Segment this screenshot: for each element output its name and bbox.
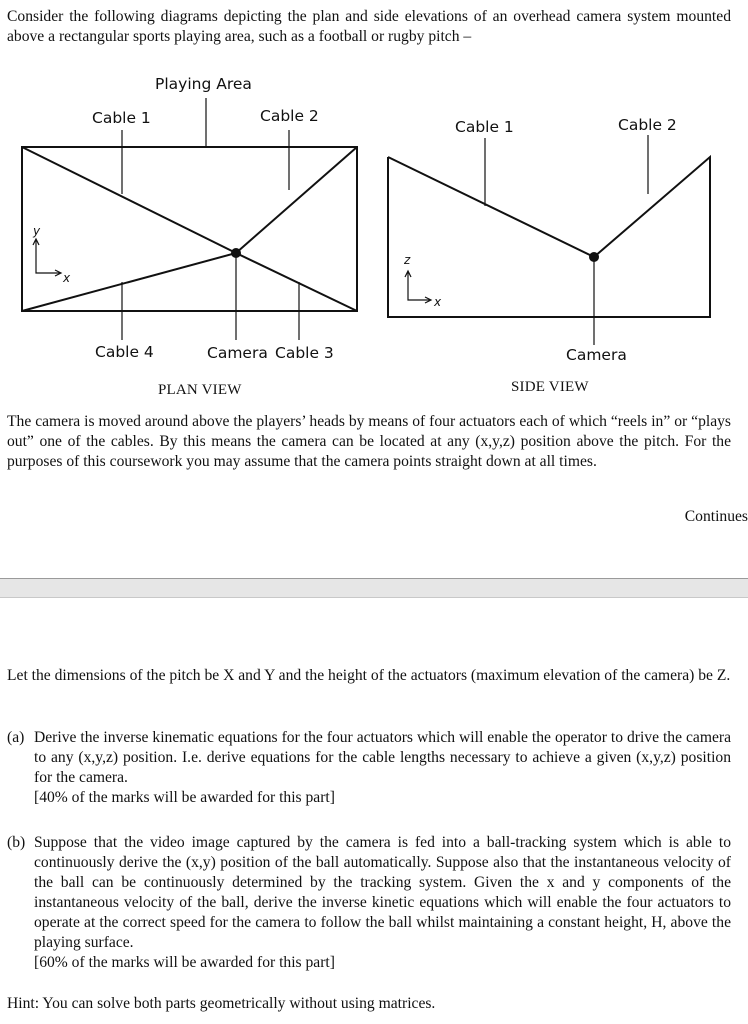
- plan-cable3-line: [236, 253, 357, 311]
- plan-cable1-label: Cable 1: [92, 109, 151, 127]
- camera-system-diagram: [0, 60, 748, 400]
- dimensions-paragraph: Let the dimensions of the pitch be X and Y and the height of the actuators (maximum elevation of the camera) be Z.: [7, 667, 731, 684]
- plan-playing-area-label: Playing Area: [155, 75, 252, 93]
- plan-cable3-label: Cable 3: [275, 344, 334, 362]
- side-elevation-outline: [388, 157, 710, 317]
- continues-label: Continues: [684, 508, 748, 525]
- part-b-text: Suppose that the video image captured by the camera is fed into a ball-tracking system which is able to continuously derive the (x,y) position of the ball automatically. Suppose also that the instantaneous velocity of the ball can be continuously determined by the tracking system. Given the x and y components of the instantaneous velocity of the ball, derive the inverse kinetic equations which will enable the four actuators to operate at the correct speed for the camera to follow the ball whilst maintaining a constant height, H, above the playing surface.: [34, 834, 731, 951]
- part-b: [7, 833, 731, 973]
- description-paragraph: The camera is moved around above the players’ heads by means of four actuators each of which “reels in” or “plays out” one of the cables. By this means the camera can be located at any (x,y,z) position above the pitch. For the purposes of this coursework you may assume that the camera points straight down at all times.: [7, 413, 731, 470]
- side-cable2-label: Cable 2: [618, 116, 677, 134]
- side-camera-label: Camera: [566, 346, 627, 364]
- plan-cable2-line: [236, 147, 357, 253]
- plan-axis-x-label: x: [63, 271, 71, 285]
- part-a-text: Derive the inverse kinematic equations for the four actuators which will enable the operator to drive the camera to any (x,y,z) position. I.e. derive equations for the cable lengths necessary to achieve a given (x,y,z) position for the camera.: [34, 729, 731, 786]
- plan-axis-y-label: y: [33, 224, 41, 238]
- page-divider: [0, 578, 748, 598]
- side-view-title: SIDE VIEW: [511, 379, 589, 395]
- part-a-marks: [40% of the marks will be awarded for this part]: [34, 789, 335, 806]
- hint-paragraph: Hint: You can solve both parts geometrically without using matrices.: [7, 995, 436, 1012]
- plan-camera-label: Camera: [207, 344, 268, 362]
- plan-cable4-line: [22, 253, 236, 311]
- plan-cable1-line: [22, 147, 236, 253]
- side-axis-x-label: x: [434, 295, 442, 309]
- plan-camera-dot: [231, 248, 241, 258]
- part-b-marks: [60% of the marks will be awarded for this part]: [34, 954, 335, 971]
- plan-cable2-label: Cable 2: [260, 107, 319, 125]
- side-axis-z-label: z: [404, 253, 411, 267]
- side-camera-dot: [589, 252, 599, 262]
- side-cable1-label: Cable 1: [455, 118, 514, 136]
- plan-view-title: PLAN VIEW: [158, 382, 242, 398]
- part-a: [7, 728, 731, 808]
- part-a-label: (a): [7, 729, 25, 746]
- plan-cable4-label: Cable 4: [95, 343, 154, 361]
- intro-paragraph: Consider the following diagrams depicting the plan and side elevations of an overhead camera system mounted above a rectangular sports playing area, such as a football or rugby pitch –: [7, 8, 731, 45]
- part-b-label: (b): [7, 834, 26, 851]
